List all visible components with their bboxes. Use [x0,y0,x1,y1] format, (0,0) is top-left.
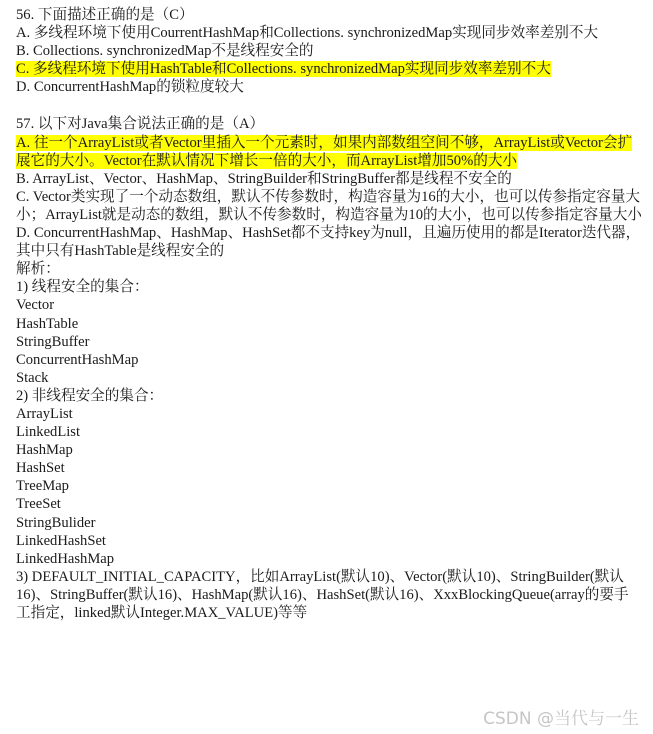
q57-option-a: A. 往一个ArrayList或者Vector里插入一个元素时，如果内部数组空间不够，ArrayList或Vector会扩展它的大小。Vector在默认情况下增长一倍的大小，而ArrayList增加50%的大小 [16,134,633,169]
list-item: HashMap [16,442,73,459]
q56-option-c: C. 多线程环境下使用HashTable和Collections. synchronizedMap实现同步效率差别不大 [16,61,551,78]
list-item: Vector [16,297,55,314]
list-item: TreeSet [16,496,61,513]
list-item: HashTable [16,315,79,332]
list-item: Stack [16,369,49,386]
safe-collections-list [16,296,643,386]
list-item: HashSet [16,460,65,477]
analysis-heading: 解析： [16,261,60,278]
list-item: ConcurrentHashMap [16,351,139,368]
q56-title: 56. 下面描述正确的是（C） [16,7,194,23]
list-item: ArrayList [16,405,73,422]
q57-title: 57. 以下对Java集合说法正确的是（A） [16,116,265,133]
unsafe-collections-list [16,405,643,568]
list-item: TreeMap [16,478,69,495]
list-item: StringBulider [16,514,96,531]
list-item: LinkedList [16,424,81,441]
spacer [16,96,643,115]
q56-option-a: A. 多线程环境下使用CourrentHashMap和Collections. synchronizedMap实现同步效率差别不大 [16,25,599,42]
q57-option-d: D. ConcurrentHashMap、HashMap、HashSet都不支持key为null，且遍历使用的都是Iterator迭代器，其中只有HashTable是线程安全的 [16,225,641,260]
unsafe-collections-heading: 2) 非线程安全的集合： [16,387,164,404]
q56-option-d: D. ConcurrentHashMap的锁粒度较大 [16,79,244,96]
q57-option-b: B. ArrayList、Vector、HashMap、StringBuilder和StringBuffer都是线程不安全的 [16,170,512,187]
safe-collections-heading: 1) 线程安全的集合： [16,279,149,296]
capacity-note: 3) DEFAULT_INITIAL_CAPACITY，比如ArrayList(默认10)、Vector(默认10)、StringBuilder(默认16)、StringBuffer(默认16)、HashMap(默认16)、HashSet(默认16)、XxxBlockingQueue(array的要手工指定，linked默认Integer.MAX_VALUE)等等 [16,568,629,621]
q57-option-c: C. Vector类实现了一个动态数组，默认不传参数时，构造容量为16的大小，也可以传参指定容量大小；ArrayList就是动态的数组，默认不传参数时，构造容量为10的大小，也可以传参指定容量大小 [16,188,642,223]
csdn-watermark: CSDN @当代与一生 [483,708,639,729]
q56-option-b: B. Collections. synchronizedMap不是线程安全的 [16,43,314,60]
list-item: LinkedHashMap [16,550,115,567]
list-item: StringBuffer [16,333,90,350]
list-item: LinkedHashSet [16,532,106,549]
